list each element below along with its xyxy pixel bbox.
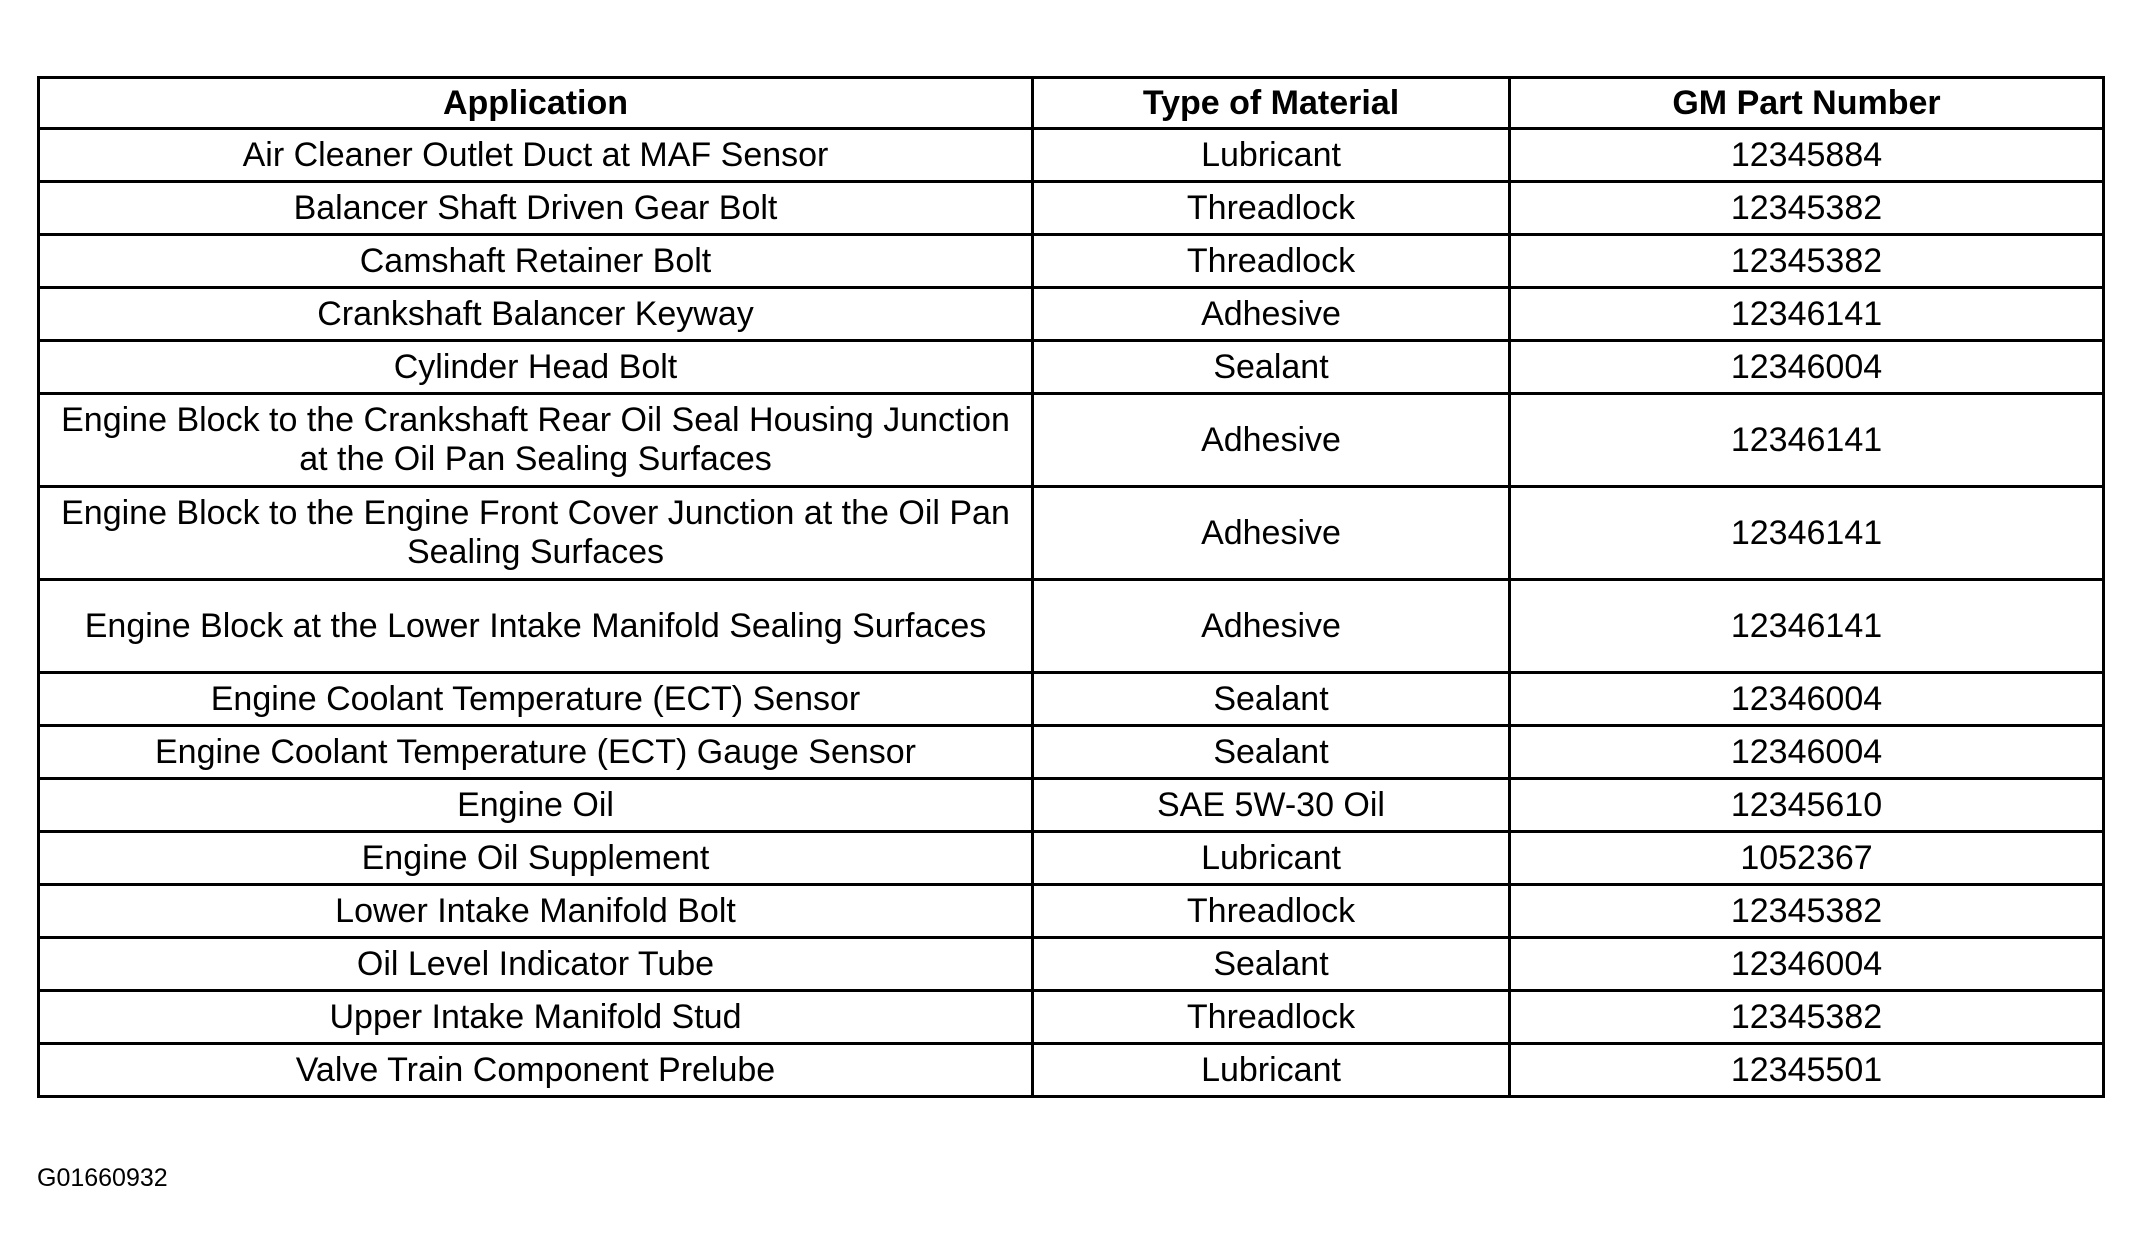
application-cell: Camshaft Retainer Bolt — [39, 235, 1033, 288]
part-number-cell: 12346004 — [1510, 726, 2104, 779]
material-cell: Adhesive — [1033, 487, 1510, 580]
application-cell: Crankshaft Balancer Keyway — [39, 288, 1033, 341]
application-cell: Lower Intake Manifold Bolt — [39, 885, 1033, 938]
material-cell: Threadlock — [1033, 182, 1510, 235]
application-cell: Engine Block to the Crankshaft Rear Oil Seal Housing Junction at the Oil Pan Sealing Surfaces — [39, 394, 1033, 487]
application-cell: Balancer Shaft Driven Gear Bolt — [39, 182, 1033, 235]
table-row — [39, 580, 2104, 673]
application-cell: Engine Block at the Lower Intake Manifold Sealing Surfaces — [39, 580, 1033, 673]
application-cell: Cylinder Head Bolt — [39, 341, 1033, 394]
table-row — [39, 673, 2104, 726]
part-number-cell: 12345884 — [1510, 129, 2104, 182]
column-header-type-of-material: Type of Material — [1033, 78, 1510, 129]
material-cell: SAE 5W-30 Oil — [1033, 779, 1510, 832]
column-header-gm-part-number: GM Part Number — [1510, 78, 2104, 129]
table-row — [39, 1044, 2104, 1097]
material-cell: Threadlock — [1033, 885, 1510, 938]
part-number-cell: 12346141 — [1510, 394, 2104, 487]
table-row — [39, 394, 2104, 487]
part-number-cell: 12346004 — [1510, 673, 2104, 726]
table-row — [39, 779, 2104, 832]
material-cell: Sealant — [1033, 673, 1510, 726]
figure-id-label: G01660932 — [37, 1164, 168, 1192]
part-number-cell: 12346141 — [1510, 487, 2104, 580]
table-row — [39, 885, 2104, 938]
part-number-cell: 12345610 — [1510, 779, 2104, 832]
material-cell: Lubricant — [1033, 129, 1510, 182]
table-row — [39, 726, 2104, 779]
part-number-cell: 12346141 — [1510, 288, 2104, 341]
table-row — [39, 129, 2104, 182]
part-number-cell: 12346004 — [1510, 341, 2104, 394]
material-cell: Sealant — [1033, 341, 1510, 394]
part-number-cell: 12345501 — [1510, 1044, 2104, 1097]
application-cell: Engine Oil — [39, 779, 1033, 832]
application-cell: Air Cleaner Outlet Duct at MAF Sensor — [39, 129, 1033, 182]
table-row — [39, 832, 2104, 885]
application-cell: Engine Block to the Engine Front Cover Junction at the Oil Pan Sealing Surfaces — [39, 487, 1033, 580]
part-number-cell: 12346004 — [1510, 938, 2104, 991]
application-cell: Engine Coolant Temperature (ECT) Sensor — [39, 673, 1033, 726]
table-row — [39, 182, 2104, 235]
application-cell: Engine Oil Supplement — [39, 832, 1033, 885]
material-cell: Sealant — [1033, 726, 1510, 779]
application-cell: Valve Train Component Prelube — [39, 1044, 1033, 1097]
material-cell: Lubricant — [1033, 1044, 1510, 1097]
material-cell: Threadlock — [1033, 991, 1510, 1044]
table-row — [39, 288, 2104, 341]
material-cell: Adhesive — [1033, 288, 1510, 341]
material-cell: Lubricant — [1033, 832, 1510, 885]
material-cell: Threadlock — [1033, 235, 1510, 288]
application-cell: Upper Intake Manifold Stud — [39, 991, 1033, 1044]
table-row — [39, 487, 2104, 580]
table-row — [39, 991, 2104, 1044]
table-row — [39, 341, 2104, 394]
material-cell: Sealant — [1033, 938, 1510, 991]
part-number-cell: 12346141 — [1510, 580, 2104, 673]
part-number-cell: 12345382 — [1510, 182, 2104, 235]
part-number-cell: 12345382 — [1510, 885, 2104, 938]
material-cell: Adhesive — [1033, 580, 1510, 673]
sealants-adhesives-table — [37, 76, 2105, 1098]
application-cell: Engine Coolant Temperature (ECT) Gauge Sensor — [39, 726, 1033, 779]
table-row — [39, 938, 2104, 991]
table-header-row — [39, 78, 2104, 129]
part-number-cell: 1052367 — [1510, 832, 2104, 885]
part-number-cell: 12345382 — [1510, 235, 2104, 288]
application-cell: Oil Level Indicator Tube — [39, 938, 1033, 991]
column-header-application: Application — [39, 78, 1033, 129]
part-number-cell: 12345382 — [1510, 991, 2104, 1044]
material-cell: Adhesive — [1033, 394, 1510, 487]
table-row — [39, 235, 2104, 288]
